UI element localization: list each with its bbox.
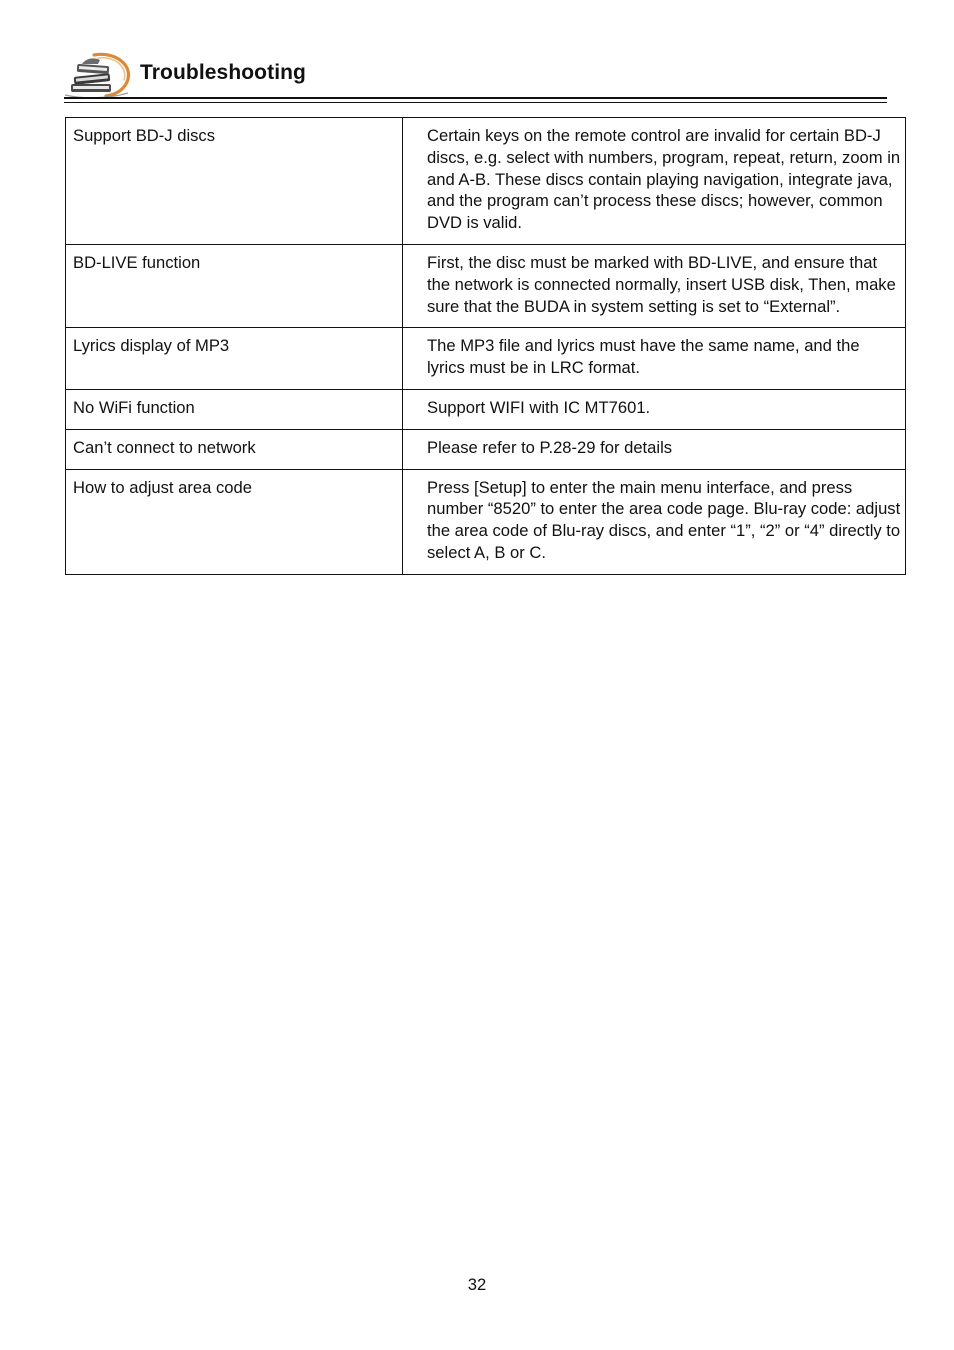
- table-row: [66, 389, 906, 429]
- page-number: 32: [467, 1275, 487, 1294]
- solution-cell: The MP3 file and lyrics must have the same name, and the lyrics must be in LRC format.: [403, 328, 906, 390]
- solution-cell: Certain keys on the remote control are invalid for certain BD-J discs, e.g. select with numbers, program, repeat, return, zoom in and A-B. These discs contain playing navigation, integrate java, and the program can’t process these discs; however, common DVD is valid.: [403, 118, 906, 245]
- issue-cell: How to adjust area code: [66, 469, 403, 574]
- solution-cell: Press [Setup] to enter the main menu interface, and press number “8520” to enter the area code page. Blu-ray code: adjust the area code of Blu-ray discs, and enter “1”, “2” or “4” directly to select A, B or C.: [403, 469, 906, 574]
- solution-cell: First, the disc must be marked with BD-LIVE, and ensure that the network is connected normally, insert USB disk, Then, make sure that the BUDA in system setting is set to “External”.: [403, 244, 906, 327]
- issue-cell: Can’t connect to network: [66, 429, 403, 469]
- table-row: [66, 328, 906, 390]
- header-rule-thin: [64, 102, 887, 103]
- solution-cell: Support WIFI with IC MT7601.: [403, 389, 906, 429]
- table-row: [66, 118, 906, 245]
- page-title: Troubleshooting: [140, 61, 306, 84]
- header-rule-thick: [64, 97, 887, 99]
- issue-cell: Support BD-J discs: [66, 118, 403, 245]
- solution-cell: Please refer to P.28-29 for details: [403, 429, 906, 469]
- troubleshooting-table: [65, 117, 906, 575]
- issue-cell: No WiFi function: [66, 389, 403, 429]
- issue-cell: Lyrics display of MP3: [66, 328, 403, 390]
- books-icon: [64, 52, 132, 98]
- table-row: [66, 429, 906, 469]
- table-row: [66, 469, 906, 574]
- issue-cell: BD-LIVE function: [66, 244, 403, 327]
- table-row: [66, 244, 906, 327]
